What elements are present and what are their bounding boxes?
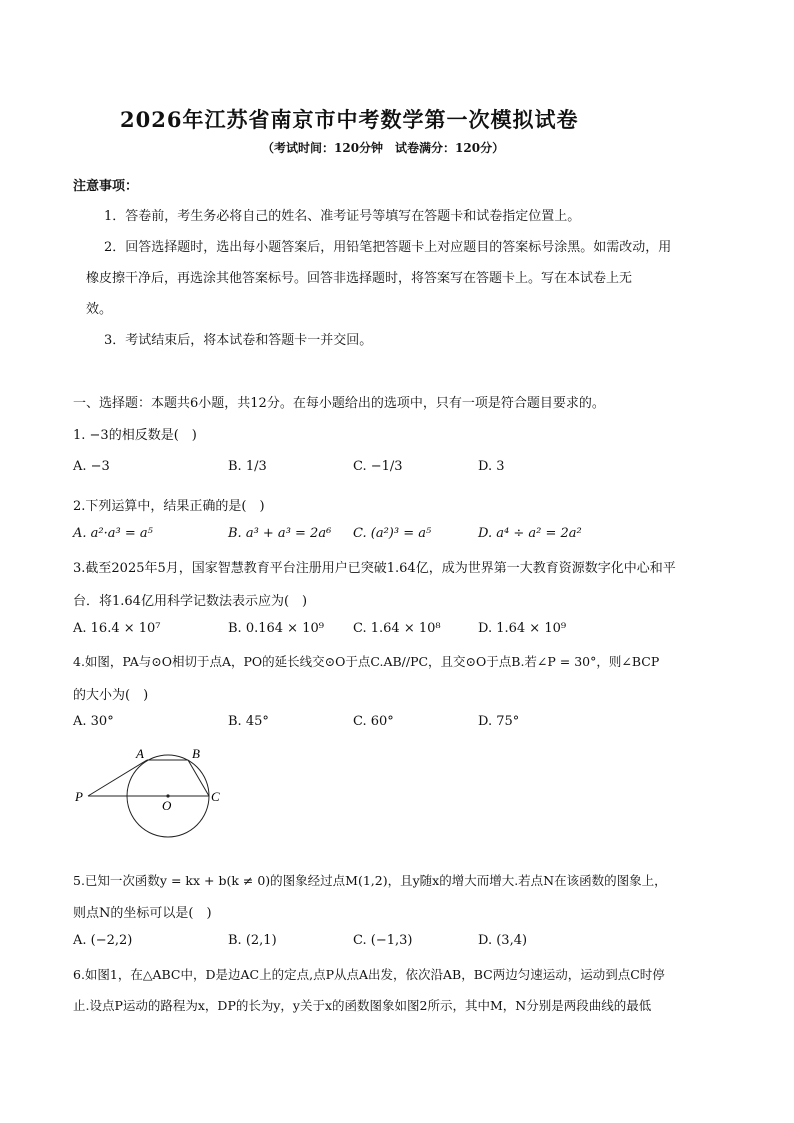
- q2-option-c: C. (a²)³ = a⁵: [353, 526, 432, 541]
- label-o: O: [162, 798, 172, 813]
- notice-item-2-line-2: 橡皮擦干净后，再选涂其他答案标号。回答非选择题时，将答案写在答题卡上。写在本试卷上无: [86, 271, 633, 286]
- q2-option-d: D. a⁴ ÷ a² = 2a²: [478, 526, 582, 541]
- notice-item-1: 1．答卷前，考生务必将自己的姓名、准考证号等填写在答题卡和试卷指定位置上。: [104, 209, 581, 224]
- question-4-line-1: 4.如图，PA与⊙O相切于点A，PO的延长线交⊙O于点C.AB//PC，且交⊙O于点B.若∠P = 30°，则∠BCP: [73, 654, 660, 669]
- exam-info: （考试时间：120分钟 试卷满分：120分）: [262, 141, 505, 155]
- notice-item-2-line-1: 2．回答选择题时，选出每小题答案后，用铅笔把答题卡上对应题目的答案标号涂黑。如需改动，用: [104, 240, 672, 255]
- label-p: P: [75, 789, 83, 804]
- q1-option-a: A. −3: [73, 459, 110, 474]
- question-2-stem: 2.下列运算中，结果正确的是( ): [73, 499, 265, 514]
- q5-option-c: C. (−1,3): [353, 933, 413, 948]
- question-5-line-2: 则点N的坐标可以是( ): [73, 906, 212, 921]
- q3-option-b: B. 0.164 × 10⁹: [228, 621, 324, 636]
- question-6-line-1: 6.如图1，在△ABC中，D是边AC上的定点,点P从点A出发，依次沿AB，BC两边匀速运动，运动到点C时停: [73, 967, 665, 982]
- q1-option-d: D. 3: [478, 459, 505, 474]
- label-b: B: [192, 746, 200, 761]
- line-pa: [88, 760, 147, 796]
- q1-option-b: B. 1/3: [228, 459, 267, 474]
- q4-option-c: C. 60°: [353, 714, 394, 729]
- page-title: 2026年江苏省南京市中考数学第一次模拟试卷: [120, 107, 579, 132]
- q3-option-d: D. 1.64 × 10⁹: [478, 621, 567, 636]
- question-3-line-1: 3.截至2025年5月，国家智慧教育平台注册用户已突破1.64亿，成为世界第一大教育资源数字化中心和平: [73, 561, 676, 576]
- question-3-line-2: 台．将1.64亿用科学记数法表示应为( ): [73, 594, 308, 609]
- q2-option-b: B. a³ + a³ = 2a⁶: [228, 526, 332, 541]
- q5-option-d: D. (3,4): [478, 933, 528, 948]
- label-a: A: [136, 746, 144, 761]
- question-6-line-2: 止.设点P运动的路程为x，DP的长为y，y关于x的函数图象如图2所示，其中M，N分别是两段曲线的最低: [73, 998, 652, 1013]
- q3-option-a: A. 16.4 × 10⁷: [73, 621, 161, 636]
- notice-heading: 注意事项：: [73, 179, 139, 194]
- question-5-line-1: 5.已知一次函数y = kx + b(k ≠ 0)的图象经过点M(1,2)，且y随x的增大而增大.若点N在该函数的图象上，: [73, 873, 667, 888]
- q4-option-d: D. 75°: [478, 714, 520, 729]
- q1-option-c: C. −1/3: [353, 459, 403, 474]
- q2-option-a: A. a²·a³ = a⁵: [73, 526, 153, 541]
- q5-option-a: A. (−2,2): [73, 933, 133, 948]
- notice-item-3: 3．考试结束后，将本试卷和答题卡一并交回。: [104, 333, 373, 348]
- q4-circle-figure: [70, 744, 230, 844]
- section-heading: 一、选择题：本题共6小题，共12分。在每小题给出的选项中，只有一项是符合题目要求的。: [73, 396, 605, 411]
- notice-item-2-line-3: 效。: [86, 302, 113, 317]
- q4-option-a: A. 30°: [73, 714, 114, 729]
- q5-option-b: B. (2,1): [228, 933, 277, 948]
- label-c: C: [211, 789, 220, 804]
- question-1-stem: 1. −3的相反数是( ): [73, 428, 197, 443]
- line-bc: [188, 760, 209, 796]
- q4-option-b: B. 45°: [228, 714, 269, 729]
- q3-option-c: C. 1.64 × 10⁸: [353, 621, 441, 636]
- question-4-line-2: 的大小为( ): [73, 688, 149, 703]
